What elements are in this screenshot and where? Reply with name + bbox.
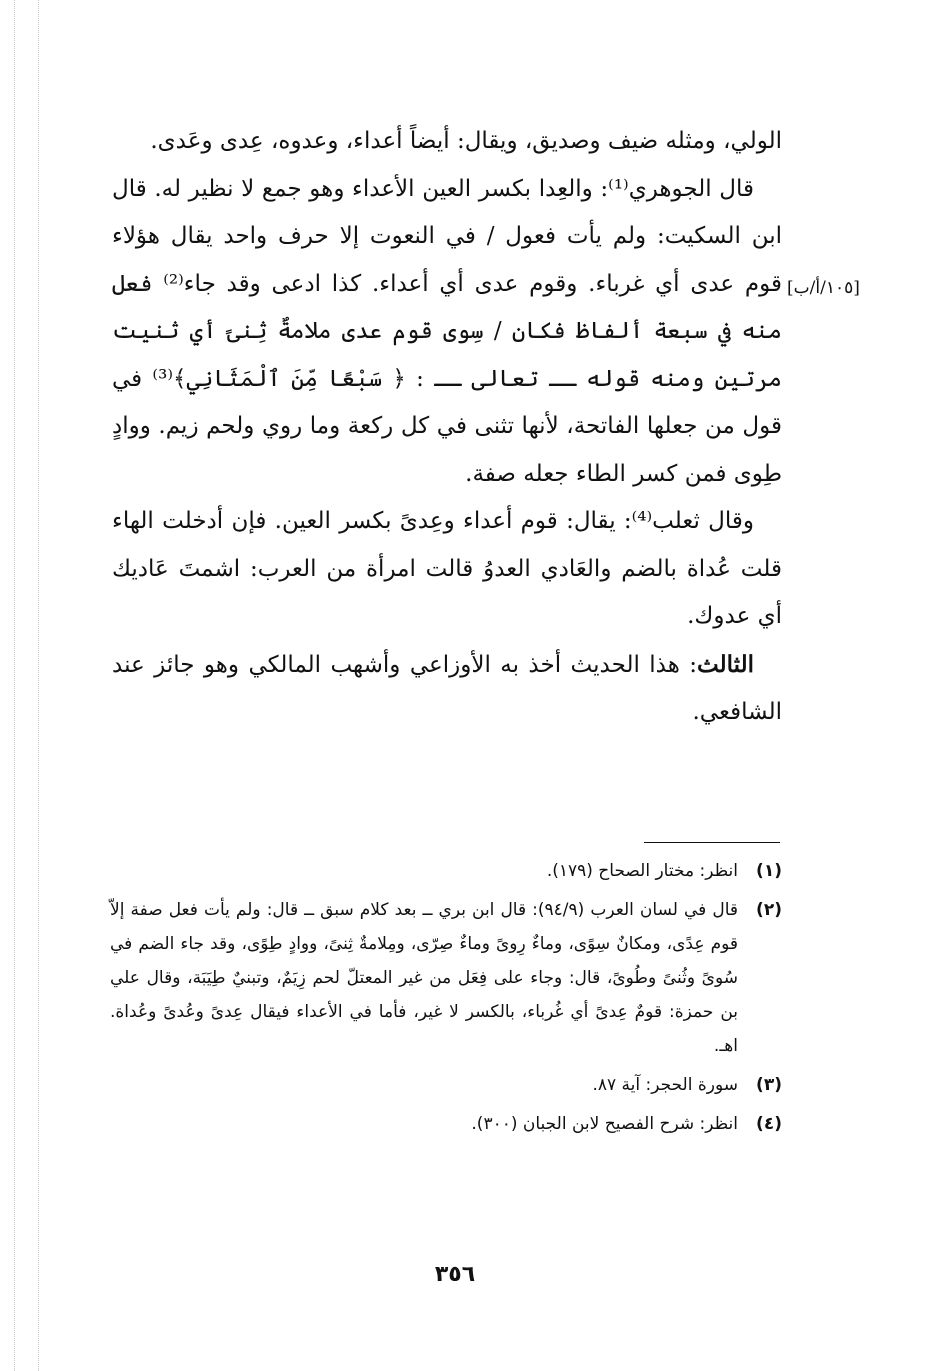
footnote-separator <box>644 842 780 843</box>
paragraph-1: الولي، ومثله ضيف وصديق، ويقال: أيضاً أعداء، وعدوه، عِدى وعَدى. <box>150 128 782 154</box>
footnote-number: (٣) <box>756 1075 782 1095</box>
footnote-item <box>110 1068 782 1102</box>
footnote-item <box>110 893 782 1063</box>
paragraph-4 <box>112 641 782 737</box>
section-label-third: الثالث <box>697 650 754 678</box>
margin-manuscript-reference: [١٠٥/أ/ب] <box>787 278 860 298</box>
footnote-number: (٤) <box>756 1114 782 1134</box>
footnotes <box>110 854 782 1146</box>
footnote-number: (١) <box>756 861 782 881</box>
footnote-item <box>110 1107 782 1141</box>
footnote-number: (٢) <box>756 900 782 920</box>
footnote-text: قال في لسان العرب (٩٤/٩): قال ابن بري ــ بعد كلام سبق ــ قال: ولم يأت فعل صفة إلاّ قوم عِدًى، ومكانٌ سِوًى، وماءٌ رِوىً وماءٌ صِرّى، ومِلامةٌ ثِنىً، ووادٍ طِوًى، وقد جاء الضم في سُوىً وثُنىً وطُوىً، قال: وجاء على فِعَل من غير المعتلّ لحم زِيَمٌ، وتبنيٌ طِيَبَة، وقال علي بن حمزة: قومٌ عِدىً أي غُرباء، بالكسر لا غير، فأما في الأعداء فيقال عِدىً وعُدىً وعُداة. اهـ. <box>110 900 738 1056</box>
footnote-text: سورة الحجر: آية ٨٧. <box>592 1075 738 1095</box>
footnote-text: انظر: شرح الفصيح لابن الجبان (٣٠٠). <box>471 1114 738 1134</box>
page-edge-line <box>14 0 15 1371</box>
paragraph-2: قال الجوهري⁽¹⁾: والعِدا بكسر العين الأعداء وهو جمع لا نظير له. قال ابن السكيت: ولم يأت فعول / في النعوت إلا حرف واحد يقال هؤلاء قوم عدى أي غرباء. وقوم عدى أي أعداء. كذا ادعى وقد جاء⁽²⁾ فعل منه في سبعة ألفاظ فكان / سِوى قوم عدى ملامةٌ ثِنىً أي ثنيت مرتين ومنه قوله ــ تعالى ــ : ﴿ سَبْعًا مِّنَ ٱلْمَثَانِي﴾⁽³⁾ في قول من جعلها الفاتحة، لأنها تثنى في كل ركعة وما روي ولحم زيم. ووادٍ طِوى فمن كسر الطاء جعله صفة. <box>112 175 783 487</box>
paragraph-3: وقال ثعلب⁽⁴⁾: يقال: قوم أعداء وعِدىً بكسر العين. فإن أدخلت الهاء قلت عُداة بالضم والعَادي العدوُ قالت امرأة من العرب: اشمتَ عَاديك أي عدوك. <box>112 508 782 629</box>
page-number: ٣٥٦ <box>434 1262 476 1287</box>
page-edge-line <box>38 0 39 1371</box>
footnote-text: انظر: مختار الصحاح (١٧٩). <box>546 861 738 881</box>
footnote-item <box>110 854 782 888</box>
main-text <box>112 118 782 737</box>
paragraph-4-text: : هذا الحديث أخذ به الأوزاعي وأشهب المالكي وهو جائز عند الشافعي. <box>112 651 782 725</box>
